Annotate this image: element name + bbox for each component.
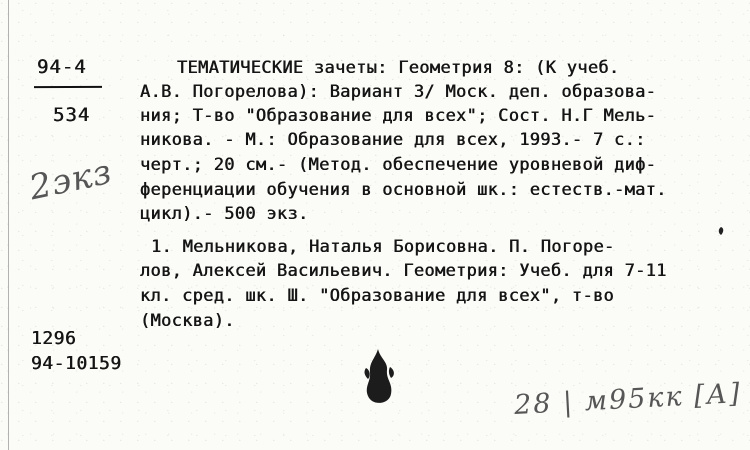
indexing-line-3: кл. сред. шк. Ш. "Образование для всех", т-во xyxy=(140,286,615,306)
record-line-4: никова. - М.: Образование для всех, 1993.- 7 с.: xyxy=(140,130,646,150)
call-number-rule xyxy=(34,86,102,88)
left-border-line xyxy=(8,0,9,450)
indexing-line-2: лов, Алексей Васильевич. Геометрия: Учеб. для 7-11 xyxy=(140,261,667,281)
registration-number-2: 94-10159 xyxy=(31,353,122,374)
record-line-2: А.В. Погорелова): Вариант 3/ Моск. деп. образова- xyxy=(140,82,657,102)
record-line-6: ференциации обучения в основной шк.: естеств.-мат. xyxy=(140,180,667,200)
record-line-3: ния; Т-во "Образование для всех"; Сост. Н.Г Мель- xyxy=(140,106,657,126)
record-line-1: ТЕМАТИЧЕСКИЕ зачеты: Геометрия 8: (К учеб. xyxy=(177,58,620,78)
call-number-sub: 534 xyxy=(53,104,91,126)
handwritten-copy-count: 2экз xyxy=(25,151,116,209)
record-line-5: черт.; 20 см.- (Метод. обеспечение уровневой диф- xyxy=(140,155,657,175)
ink-blot-icon xyxy=(362,348,396,406)
indexing-line-4: (Москва). xyxy=(140,311,235,331)
indexing-line-1: 1. Мельникова, Наталья Борисовна. П. Погоре- xyxy=(151,237,615,257)
handwritten-shelf-mark: 28 | м95кк [А] xyxy=(513,378,743,421)
record-line-7: цикл).- 500 экз. xyxy=(140,204,309,224)
call-number-main: 94-4 xyxy=(37,56,87,78)
registration-number-1: 1296 xyxy=(31,328,77,349)
small-ink-mark-icon xyxy=(717,226,725,236)
